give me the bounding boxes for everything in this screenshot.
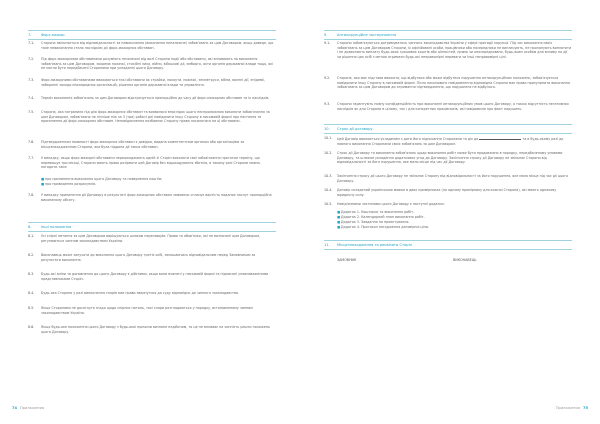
- clause-7-1: 7.1. Сторона звільняється від відповідальності за невиконання (виконання неналежне) зобов'язань за цим Договором, якщо доведе, що таке невиконання стало наслідком дії форс-мажорних обставин.: [28, 41, 274, 50]
- clause-9-1: 9.1. Сторони зобов'язуються дотримуватись чинного законодавства України у сфері протидії корупції. Під час виконання своїх зобов'язань за цим Договором Сторони, їх афілійовані особи, працівники або посередники не виплачують, не пропонують виплатити і не дозволяють виплату будь-яких грошових коштів або цінностей, прямо чи опосередковано, будь-яким особам для впливу на дії чи рішення цих осіб з метою отримати будь-які неправомірні переваги чи інші неправомірні цілі.: [324, 41, 572, 60]
- clause-8-3: 8.3. Будь-які зміни та доповнення до цього Договору є дійсними, якщо вони вчинені у письмовій формі та підписані уповноваженими представниками Сторін.: [28, 272, 269, 281]
- bullet-item: ■ про проведення розрахунків.: [41, 182, 97, 186]
- bullet-icon: ■: [337, 210, 341, 214]
- clause-7-4: 7.4. Термін виконання зобов'язань за цим Договором відстрочується пропорційно до часу дії форс-мажорних обставин та їх наслідків.: [28, 96, 270, 100]
- section-number: 8.: [28, 225, 32, 229]
- clause-7-3: 7.3. Форс-мажорними обставинами вважаються такі обставини як страйки, локаути, пожежі, землетруси, війни, воєнні дії, епідемії, заборонні заходи міжнародних організацій, рішення органів державної влади та управління.: [28, 78, 266, 87]
- page-number: 74: [12, 406, 18, 410]
- section-title: Форс-мажор: [41, 33, 65, 37]
- bullet-item: ■ Додаток 2. Календарний план виконання робіт.: [337, 215, 425, 219]
- page-footer: [553, 406, 588, 410]
- section-11-header: [324, 240, 572, 250]
- section-number: 11.: [324, 243, 330, 247]
- bullet-item: ■ Додаток 1. Кошторис та виконання робіт.: [337, 210, 415, 214]
- date-blank: [479, 136, 521, 140]
- section-8-header: [28, 222, 276, 232]
- bullet-icon: ■: [337, 215, 341, 219]
- footer-label: Приложения: [555, 406, 580, 410]
- section-title: Строк дії договору: [337, 127, 373, 131]
- footer-label: Приложения: [20, 406, 45, 410]
- section-9-header: [324, 30, 572, 40]
- clause-10-1: 10.1. Цей Договір вважається укладеним з дати його підписання Сторонами та діє до та в будь-якому разі до повного виконання Сторонами своїх зобов'язань за цим Договором.: [324, 136, 564, 146]
- clause-7-7: 7.7. У випадку, якщо форс-мажорні обставини перешкоджають одній зі Сторін виконати свої зобов'язання протягом терміну, що перевищує три місяці, Сторони мають право розірвати цей Договір без відшкодування збитків, в такому разі Сторони мають погодити таке:: [28, 156, 261, 170]
- section-7-header: [28, 30, 276, 40]
- clause-9-3: 9.3. Сторони гарантують повну конфіденційність при виконанні антикорупційних умов цього Договору, а також відсутність негативних наслідків як для Сторони в цілому, так і для конкретних працівників, які повідомили про факт порушень.: [324, 102, 569, 111]
- bullet-icon: ■: [337, 220, 341, 224]
- bullet-icon: ■: [41, 177, 45, 181]
- section-title: Антикорупційне застереження: [337, 33, 397, 37]
- page-number: 75: [582, 406, 588, 410]
- section-title: Інші положення: [41, 225, 72, 229]
- section-10-header: [324, 124, 572, 134]
- section-number: 7.: [28, 33, 32, 37]
- clause-9-2: 9.2. Сторона, яка має підстави вважати, що відбулося або може відбутися порушення антикорупційних положень, зобов'язується повідомити іншу Сторону в письмовій формі. Після письмового повідомлення відповідна Сторона має право призупинити виконання зобов'язань за цим Договором до отримання підтвердження, що порушення не відбулося.: [324, 76, 570, 90]
- clause-7-6: 7.6. Підтвердженням наявності форс-мажорних обставин є довідка, видана компетентним органом або організацією за місцезнаходженням Сторони, яка була піддана дії таких обставин.: [28, 140, 245, 149]
- clause-10-4: 10.4. Договір складений українською мовою в двох примірниках (по одному примірнику для кожної Сторони), які мають однакову юридичну силу.: [324, 188, 557, 197]
- right-page: [300, 0, 600, 424]
- section-number: 10.: [324, 127, 330, 131]
- section-number: 9.: [324, 33, 328, 37]
- bullet-icon: ■: [337, 225, 341, 229]
- clause-7-8: 7.8. У випадку припинення дії Договору в результаті форс-мажорних обставин замовник сплачує вартість наданих послуг пропорційно виконаному обсягу.: [28, 193, 272, 202]
- clause-8-5: 8.5. Якщо Сторонами не досягнуто згоди щодо спірних питань, такі спори розглядаються у порядку, встановленому чинним законодавством України.: [28, 306, 253, 315]
- clause-10-3: 10.3. Закінчення строку дії цього Договору не звільняє Сторону від відповідальності за його порушення, яке мало місце під час дії цього Договору.: [324, 174, 568, 183]
- clause-10-2: 10.2. Строк дії Договору та виконання зобов'язань щодо виконання робіт може бути продовжено в порядку, передбаченому умовами Договору, та шляхом укладення додаткових угод до Договору. Закінчення строку дії Договору не звільняє Сторони від відповідальності за його порушення, яке мало місце під час дії Договору.: [324, 151, 563, 165]
- clause-8-1: 8.1. Усі спірні питання за цим Договором вирішуються шляхом переговорів. Права та обов'язки, які не визначені цим Договором, регулюються чинним законодавством України.: [28, 234, 260, 243]
- signature-contractor-label: ВИКОНАВЕЦЬ: [453, 258, 477, 262]
- bullet-icon: ■: [41, 182, 45, 186]
- clause-8-2: 8.2. Виконавець може залучати до виконання цього Договору третіх осіб, залишаючись відповідальним перед Замовником за результати виконання.: [28, 253, 256, 262]
- clause-8-6: 8.6. Якщо будь-яке положення цього Договору з будь-якої причини визнане недійсним, то це не впливає на чинність решти положень цього Договору.: [28, 325, 270, 334]
- bullet-item: ■ Додаток 4. Протокол погодження договірної ціни.: [337, 225, 429, 229]
- clause-10-5: 10.5. Невід'ємними частинами цього Договору є наступні додатки:: [324, 202, 445, 206]
- section-title: Місцезнаходження та реквізити Сторін: [337, 243, 412, 247]
- bullet-item: ■ Додаток 3. Завдання на проектування.: [337, 220, 410, 224]
- page-footer: [12, 406, 47, 410]
- bullet-item: ■ про припинення виконання цього Договору та повернення коштів;: [41, 177, 163, 181]
- signature-customer-label: ЗАМОВНИК: [337, 258, 357, 262]
- clause-8-4: 8.4. Будь-яка Сторона у разі виникнення спорів має право звернутися до суду відповідно до чинного законодавства.: [28, 291, 239, 295]
- clause-7-2: 7.2. Під форс-мажорними обставинами розуміють незалежні від волі Сторони події або обставини, які впливають на виконання зобов'язань за цим Договором, зокрема пожежі, стихійні лиха, війни, військові дії, ембарго, акти органів державної влади тощо, які не могли бути передбачені Сторонами при укладанні цього Договору.: [28, 57, 274, 71]
- clause-7-5: 7.5. Сторона, яка потрапила під дію форс-мажорних обставин та виявилася внаслідок цього неспроможною виконати зобов'язання за цим Договором, зобов'язана не пізніше ніж за 3 (три) робочі дні повідомити іншу Сторону в письмовій формі про настання та припинення дії форс-мажорних обставин. Неповідомлення позбавляє Сторону права посилатися на ці обставини.: [28, 110, 270, 124]
